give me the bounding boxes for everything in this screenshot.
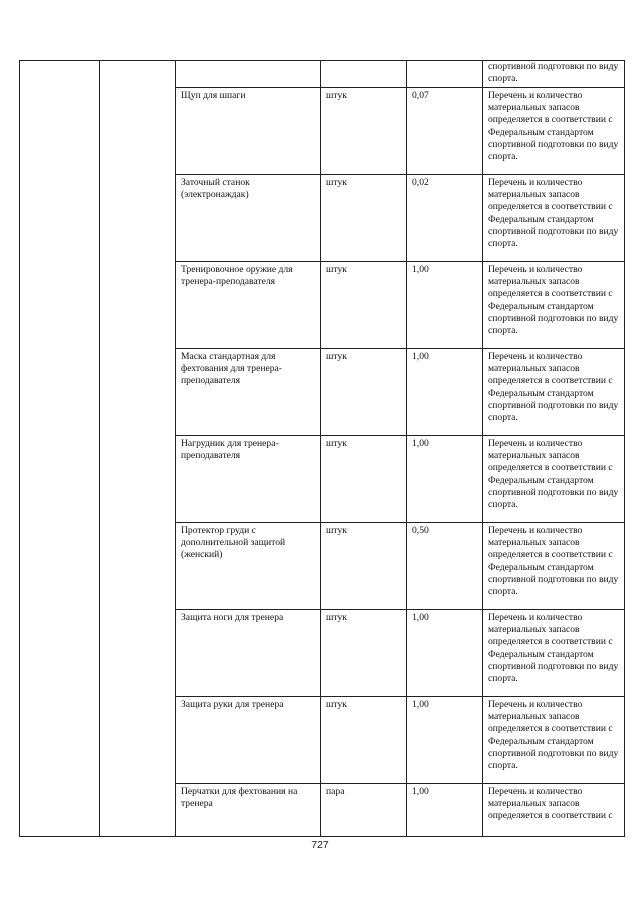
item-note-text: Перечень и количество материальных запасов определяется в соответствии с Федеральным стандартом спортивной подготовки по виду спорта. [488,699,619,772]
page-number: 727 [311,839,329,851]
table-cell-quantity [407,697,483,784]
table-cell-name [176,523,321,610]
item-name-text: Протектор груди с дополнительной защитой (женский) [181,525,286,561]
table-cell-note [483,784,625,837]
table-cell-name [176,262,321,349]
table-cell-quantity [407,61,483,88]
item-unit-text: штук [326,177,347,188]
table-cell-note [483,262,625,349]
item-name-text: Защита ноги для тренера [181,612,284,623]
item-quantity-text: 1,00 [412,612,429,623]
table-cell-name [176,349,321,436]
table-cell-unit [321,436,407,523]
item-unit-text: штук [326,90,347,101]
item-name-text: Нагрудник для тренера-преподавателя [181,438,279,462]
table-cell-name [176,88,321,175]
table-cell-name [176,610,321,697]
item-unit-text: штук [326,438,347,449]
table-cell-quantity [407,262,483,349]
table-cell-quantity [407,436,483,523]
table-cell-note [483,697,625,784]
table-cell-note [483,436,625,523]
table-cell-note [483,88,625,175]
item-quantity-text: 1,00 [412,699,429,710]
item-unit-text: штук [326,612,347,623]
item-note-text: Перечень и количество материальных запасов определяется в соответствии с Федеральным стандартом спортивной подготовки по виду спорта. [488,264,619,337]
item-quantity-text: 1,00 [412,438,429,449]
table-cell-name [176,784,321,837]
table-cell-unit [321,610,407,697]
table-cell-name [176,175,321,262]
table-cell-name [176,436,321,523]
table-cell-note [483,175,625,262]
item-quantity-text: 0,50 [412,525,429,536]
item-name-text: Перчатки для фехтования на тренера [181,786,298,810]
table-cell-quantity [407,175,483,262]
table-cell-quantity [407,349,483,436]
item-quantity-text: 0,02 [412,177,429,188]
equipment-table [19,60,625,837]
item-unit-text: штук [326,264,347,275]
item-note-text: Перечень и количество материальных запасов определяется в соответствии с Федеральным стандартом спортивной подготовки по виду спорта. [488,612,619,685]
item-quantity-text: 0,07 [412,90,429,101]
item-name-text: Щуп для шпаги [181,90,246,101]
table-cell-unit [321,697,407,784]
table-cell-unit [321,349,407,436]
table-cell-quantity [407,610,483,697]
table-cell-name [176,61,321,88]
item-note-text: Перечень и количество материальных запасов определяется в соответствии с Федеральным стандартом спортивной подготовки по виду спорта. [488,525,619,598]
table-cell-unit [321,784,407,837]
table-cell-quantity [407,88,483,175]
table-row-continuation [20,61,625,88]
item-unit-text: пара [326,786,345,797]
table-cell-unit [321,262,407,349]
table-cell-name [176,697,321,784]
table-cell-unit [321,523,407,610]
item-name-text: Тренировочное оружие для тренера-преподавателя [181,264,293,288]
table-cell-unit [321,88,407,175]
table-cell-quantity [407,523,483,610]
table-cell-note [483,523,625,610]
item-note-text: Перечень и количество материальных запасов определяется в соответствии с Федеральным стандартом спортивной подготовки по виду спорта. [488,438,619,511]
continuation-note-text: спортивной подготовки по виду спорта. [488,61,619,85]
item-name-text: Маска стандартная для фехтования для тренера-преподавателя [181,351,282,387]
item-quantity-text: 1,00 [412,351,429,362]
item-quantity-text: 1,00 [412,264,429,275]
table-cell-number [20,61,100,837]
table-cell-unit [321,61,407,88]
item-unit-text: штук [326,525,347,536]
item-note-text: Перечень и количество материальных запасов определяется в соответствии с Федеральным стандартом спортивной подготовки по виду спорта. [488,177,619,250]
table-cell-group [100,61,176,837]
item-note-text: Перечень и количество материальных запасов определяется в соответствии с [488,786,613,822]
item-unit-text: штук [326,699,347,710]
table-cell-note [483,61,625,88]
item-note-text: Перечень и количество материальных запасов определяется в соответствии с Федеральным стандартом спортивной подготовки по виду спорта. [488,90,619,163]
item-note-text: Перечень и количество материальных запасов определяется в соответствии с Федеральным стандартом спортивной подготовки по виду спорта. [488,351,619,424]
table-cell-quantity [407,784,483,837]
table-cell-note [483,349,625,436]
item-unit-text: штук [326,351,347,362]
item-quantity-text: 1,00 [412,786,429,797]
equipment-table-body [20,61,625,837]
table-cell-note [483,610,625,697]
item-name-text: Заточный станок (электронаждак) [181,177,250,201]
table-cell-unit [321,175,407,262]
item-name-text: Защита руки для тренера [181,699,284,710]
